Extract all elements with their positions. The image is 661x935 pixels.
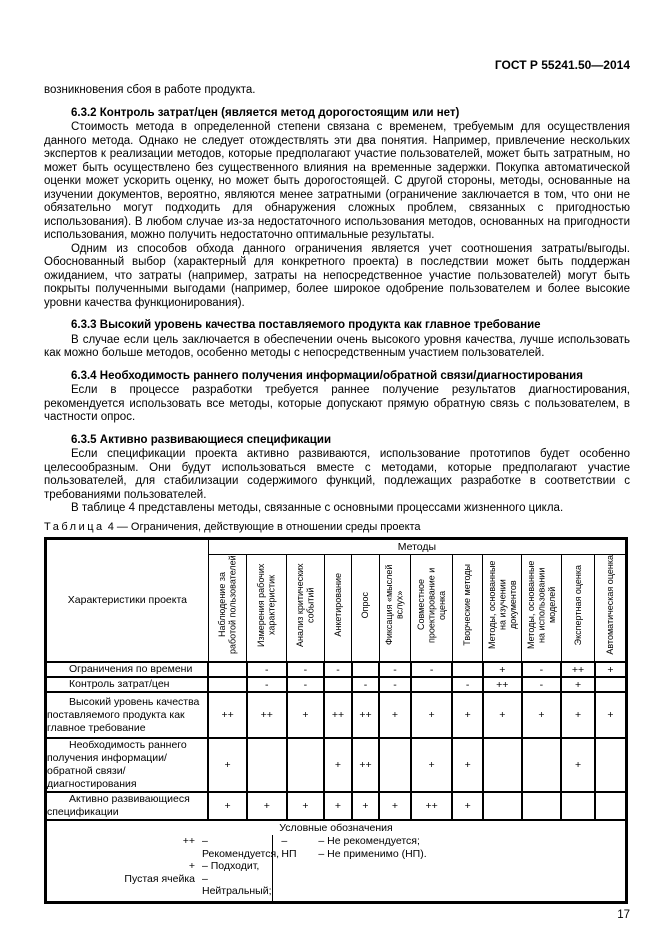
legend-symbol: + — [188, 860, 195, 872]
table-cell: + — [561, 677, 595, 692]
legend-columns — [47, 835, 625, 901]
row-label: Высокий уровень качества поставляемого продукта как главное требование — [46, 692, 209, 738]
table-row — [46, 692, 627, 738]
legend-label: – Нейтральный; — [202, 872, 272, 897]
legend-entry — [273, 835, 625, 848]
column-header-label: Экспертная оценка — [572, 565, 583, 646]
column-header — [411, 554, 453, 662]
table-cell: ++ — [208, 692, 247, 738]
table-cell: + — [595, 692, 627, 738]
column-header — [208, 554, 247, 662]
legend-title: Условные обозначения — [279, 822, 393, 834]
column-header-label: Фиксация «мыслей вслух» — [384, 565, 405, 646]
column-header — [324, 554, 351, 662]
table-cell: - — [247, 662, 287, 677]
column-header-label: Совместное проектирование и оценка — [415, 567, 447, 643]
legend-symbol: Пустая ячейка — [124, 872, 195, 885]
legend-entry — [47, 835, 280, 860]
paragraph: Стоимость метода в определенной степени связана с временем, требуемым для осуществления данного метода. Однако не следует отождествлять эти два понятия. Например, привлечение нескольких экспертов к реализации методов, которые предполагают участие пользователей, может быть затратным, но может быть осуществлено без существенного влияния на временные задержки. Покупка автоматической оценки может ускорить оценку, но может быть дорогостоящей. С другой стороны, методы, основанные на изучении документов, вероятно, являются менее затратными (ограничение заключается в том, что они не обязательно могут подходить для обнаружения сложных проблем, связанных с пригодностью использования). В любом случае из-за недостаточного использования методов, основанных на пригодности использования, можно получить недостаточно оптимальные результаты. — [44, 121, 630, 241]
paragraph: В таблице 4 представлены методы, связанные с основными процессами жизненного цикла. — [71, 502, 564, 514]
table-cell — [247, 738, 287, 792]
table-cell — [324, 677, 351, 692]
column-header-label: Анализ критических событий — [294, 563, 316, 648]
paragraph: Если спецификации проекта активно развиваются, использование прототипов будет особенно целесообразным. Они будут использоваться вместе с методами, которые предполагают участие пользователей, для стабилизации содержимого функций, подлежащих разработке в соответствии с требованиями пользователей. — [44, 448, 630, 501]
table-cell — [411, 677, 453, 692]
paragraph: Одним из способов обхода данного ограничения является учет соотношения затраты/выгоды. Обоснованный выбор (характерный для конкретного проекта) в последствии может быть поддержан ожиданием, что затраты (например, затраты на непосредственное участие пользователей) могут быть покрыты полученными выгодами (например, более широкое одобрение пользователем и более высокие уровни качества функционирования). — [44, 242, 630, 309]
table-cell: + — [208, 792, 247, 820]
table-cell — [595, 792, 627, 820]
column-header-label: Методы, основанные на использовании моделей — [525, 561, 557, 650]
row-label: Контроль затрат/цен — [46, 677, 209, 692]
table-cell: - — [287, 677, 325, 692]
table-cell — [452, 662, 483, 677]
legend-row — [46, 820, 627, 902]
table-cell: + — [324, 738, 351, 792]
table-cell: ++ — [352, 738, 379, 792]
legend-left-column — [47, 835, 280, 901]
column-header-label: Автоматическая оценка — [604, 555, 615, 656]
corner-header-cell: Характеристики проекта — [46, 538, 209, 662]
section-heading-6-3-3: 6.3.3 Высокий уровень качества поставляемого продукта как главное требование — [71, 319, 541, 331]
legend-symbol: ++ — [182, 835, 195, 847]
row-label: Активно развивающиеся спецификации — [46, 792, 209, 820]
table-row — [46, 738, 627, 792]
table-cell — [595, 738, 627, 792]
table-cell: ++ — [483, 677, 522, 692]
column-header — [561, 554, 595, 662]
legend-entry — [47, 873, 272, 898]
table-cell: ++ — [352, 692, 379, 738]
table-cell — [379, 738, 411, 792]
legend-label: – Не применимо (НП). — [318, 847, 427, 860]
column-header — [352, 554, 379, 662]
table-cell — [595, 677, 627, 692]
table-cell: + — [452, 738, 483, 792]
table-caption-word: Таблица — [44, 520, 105, 533]
table-cell: + — [561, 738, 595, 792]
legend-entry — [273, 848, 625, 861]
legend-entry — [47, 860, 272, 873]
legend-symbol: НП — [281, 847, 297, 860]
column-header — [452, 554, 483, 662]
table-cell: - — [379, 662, 411, 677]
section-heading-6-3-5: 6.3.5 Активно развивающиеся спецификации — [71, 433, 332, 446]
column-header-label: Методы, основанные на изучении документов — [486, 561, 518, 650]
table-cell — [208, 677, 247, 692]
table-cell: + — [287, 692, 325, 738]
table-cell: + — [595, 662, 627, 677]
table-cell: + — [352, 792, 379, 820]
table-cell — [483, 738, 522, 792]
table-cell: + — [287, 792, 325, 820]
legend-label: – Рекомендуется, — [202, 835, 280, 860]
column-header — [247, 554, 287, 662]
table-cell: ++ — [247, 692, 287, 738]
column-header — [483, 554, 522, 662]
section-heading-6-3-2: 6.3.2 Контроль затрат/цен (является метод дорогостоящим или нет) — [71, 106, 460, 119]
table-caption-text: 4 — Ограничения, действующие в отношении среды проекта — [107, 520, 421, 533]
table-cell: + — [411, 692, 453, 738]
row-label: Ограничения по времени — [46, 662, 209, 677]
table-cell: - — [522, 677, 562, 692]
table-cell — [522, 738, 562, 792]
table-cell: - — [411, 662, 453, 677]
table-cell: + — [452, 792, 483, 820]
table-cell: + — [483, 662, 522, 677]
table-cell: + — [208, 738, 247, 792]
table-cell: + — [379, 792, 411, 820]
table-cell — [522, 792, 562, 820]
table-cell — [483, 792, 522, 820]
table-cell: + — [324, 792, 351, 820]
legend-right-column — [273, 835, 625, 901]
document-number-header: ГОСТ Р 55241.50—2014 — [494, 58, 630, 72]
column-header — [287, 554, 325, 662]
column-header-label: Измерения рабочих характеристик — [256, 563, 277, 647]
table-row — [46, 662, 627, 677]
table-caption — [44, 521, 630, 534]
legend-symbol: – — [281, 835, 288, 847]
table-cell: - — [379, 677, 411, 692]
table-cell: + — [452, 692, 483, 738]
table-cell: - — [352, 677, 379, 692]
table-cell: - — [247, 677, 287, 692]
table-cell — [561, 792, 595, 820]
table-cell — [352, 662, 379, 677]
table-cell — [208, 662, 247, 677]
column-header-label: Анкетирование — [332, 573, 343, 638]
table-row — [46, 792, 627, 820]
legend-label: – Не рекомендуется; — [318, 835, 420, 847]
row-label: Необходимость раннего получения информации/обратной связи/диагностирования — [46, 738, 209, 792]
column-header-label: Творческие методы — [462, 564, 473, 647]
column-header-label: Наблюдение за работой пользователей — [217, 555, 238, 655]
table-cell: - — [452, 677, 483, 692]
column-header — [595, 554, 627, 662]
methods-group-header: Методы — [208, 538, 626, 554]
table-cell: + — [483, 692, 522, 738]
paragraph: В случае если цель заключается в обеспечении очень высокого уровня качества, лучше использовать как можно больше методов, особенно методы с непосредственным участием пользователей. — [44, 333, 630, 359]
legend-label: – Подходит, — [202, 860, 260, 872]
table-cell: + — [411, 738, 453, 792]
table-cell: + — [522, 692, 562, 738]
table-cell: + — [379, 692, 411, 738]
table-cell — [287, 738, 325, 792]
column-header — [522, 554, 562, 662]
constraints-table — [44, 537, 628, 904]
table-cell: - — [287, 662, 325, 677]
column-header-label: Опрос — [360, 592, 371, 619]
legend-cell — [46, 820, 627, 902]
column-header — [379, 554, 411, 662]
table-cell: ++ — [324, 692, 351, 738]
section-heading-6-3-4: 6.3.4 Необходимость раннего получения информации/обратной связи/диагностирования — [71, 369, 583, 382]
table-row — [46, 677, 627, 692]
table-header-row — [46, 538, 627, 554]
intro-paragraph: возникновения сбоя в работе продукта. — [44, 84, 256, 96]
table-cell: ++ — [561, 662, 595, 677]
paragraph: Если в процессе разработки требуется раннее получение результатов диагностирования, рекомендуется использовать все методы, которые допускают прямую обратную связь с пользователем, в частности опрос. — [44, 384, 630, 423]
table-cell: - — [324, 662, 351, 677]
table-cell: ++ — [411, 792, 453, 820]
table-cell: + — [247, 792, 287, 820]
page-number: 17 — [617, 908, 630, 921]
table-cell: + — [561, 692, 595, 738]
table-cell: - — [522, 662, 562, 677]
